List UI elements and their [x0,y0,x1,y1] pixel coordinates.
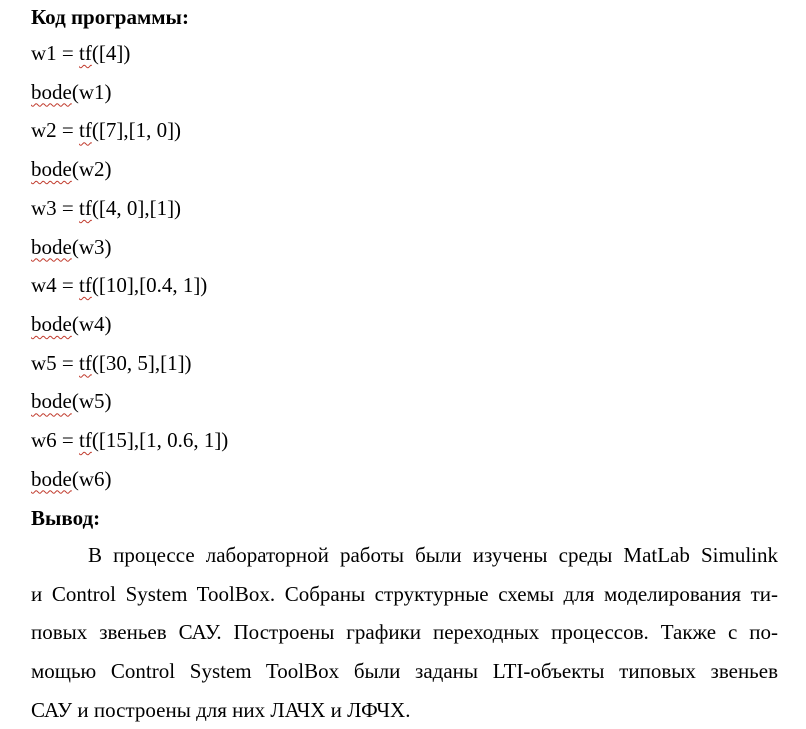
code-line [31,154,111,184]
conclusion-line: САУ и построены для них ЛАЧХ и ЛФЧХ. [31,697,411,722]
code-text: (w2) [71,157,112,182]
code-function-name: tf [79,41,92,65]
conclusion-line: В процессе лабораторной работы были изучены среды MatLab Simulink [88,543,778,567]
code-text: w6 = [31,428,80,452]
code-text: (w4) [71,311,112,336]
code-line [31,115,181,145]
code-function-name: bode [31,157,72,182]
code-line [31,386,111,416]
code-line [31,232,111,262]
code-line [31,309,111,339]
code-heading: Код программы: [31,5,189,29]
code-text: (w5) [71,389,112,414]
code-line [31,77,111,107]
code-line [31,193,181,223]
code-function-name: tf [79,195,92,220]
code-line [31,464,111,494]
code-function-name: bode [31,389,72,414]
conclusion-line: мощью Control System ToolBox были заданы LTI-объекты типовых звеньев [31,659,778,684]
code-line [31,425,228,455]
conclusion-line: и Control System ToolBox. Собраны структурные схемы для моделирования ти- [31,581,778,606]
code-text: ([4, 0],[1]) [91,195,182,220]
code-function-name: tf [79,273,92,298]
code-text: ([30, 5],[1]) [91,350,192,375]
code-line [31,348,192,378]
code-text: ([7],[1, 0]) [91,118,182,143]
code-text: w2 = [31,118,80,143]
code-text: w1 = [31,41,80,65]
code-text: ([15],[1, 0.6, 1]) [91,428,229,452]
code-function-name: tf [79,428,92,452]
code-line [31,38,130,68]
code-text: w5 = [31,350,80,375]
code-text: ([10],[0.4, 1]) [91,273,208,298]
code-text: (w3) [71,234,112,259]
code-function-name: bode [31,234,72,259]
code-function-name: bode [31,79,72,104]
code-function-name: bode [31,466,72,491]
code-line [31,270,207,300]
conclusion-heading: Вывод: [31,506,101,530]
code-text: w3 = [31,195,80,220]
code-text: (w6) [71,466,112,491]
code-text: (w1) [71,79,112,104]
conclusion-line: повых звеньев САУ. Построены графики переходных процессов. Также с по- [31,620,778,645]
code-function-name: bode [31,311,72,336]
code-function-name: tf [79,350,92,375]
code-function-name: tf [79,118,92,143]
conclusion-paragraph [31,536,778,729]
code-text: w4 = [31,273,80,298]
code-text: ([4]) [91,41,131,65]
